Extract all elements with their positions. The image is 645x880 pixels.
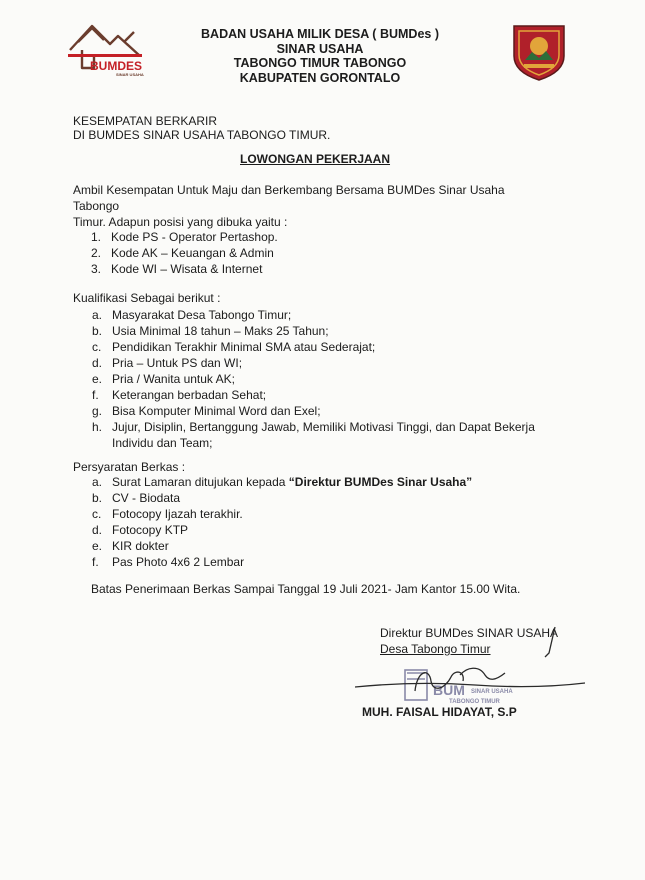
document-title: LOWONGAN PEKERJAAN (240, 152, 391, 166)
requirements-heading: Persyaratan Berkas : (73, 460, 186, 474)
list-item: d. Fotocopy KTP (92, 523, 189, 537)
list-item: a. Surat Lamaran ditujukan kepada “Direktur BUMDes Sinar Usaha” (92, 475, 473, 489)
bumdes-logo (64, 20, 146, 78)
list-item: 2. Kode AK – Keuangan & Admin (91, 246, 274, 260)
list-item: d. Pria – Untuk PS dan WI; (92, 356, 243, 370)
svg-text:TABONGO TIMUR: TABONGO TIMUR (449, 699, 500, 705)
requirements-list (92, 474, 542, 570)
list-item: e. Pria / Wanita untuk AK; (92, 372, 235, 386)
qualifications-heading: Kualifikasi Sebagai berikut : (73, 291, 221, 305)
svg-text:SINAR USAHA: SINAR USAHA (471, 689, 513, 695)
list-item: h. Jujur, Disiplin, Bertanggung Jawab, Memiliki Motivasi Tinggi, dan Dapat Bekerja Individu dan Team; (92, 420, 535, 450)
list-item: 1. Kode PS - Operator Pertashop. (91, 230, 278, 244)
intro-paragraph (73, 182, 553, 230)
qualifications-list (92, 307, 542, 451)
list-item: 3. Kode WI – Wisata & Internet (91, 262, 263, 276)
intro-line-2: DI BUMDES SINAR USAHA TABONGO TIMUR. (73, 128, 331, 142)
deadline-note: Batas Penerimaan Berkas Sampai Tanggal 19 Juli 2021- Jam Kantor 15.00 Wita. (91, 582, 521, 596)
list-item: c. Fotocopy Ijazah terakhir. (92, 507, 243, 521)
paragraph-line-2: Timur. Adapun posisi yang dibuka yaitu : (73, 215, 288, 229)
list-item: e. KIR dokter (92, 539, 169, 553)
letterhead-line-3: TABONGO TIMUR TABONGO (233, 56, 407, 70)
list-item: f. Pas Photo 4x6 2 Lembar (92, 555, 245, 569)
list-item: f. Keterangan berbadan Sehat; (92, 388, 267, 402)
signature-role-line-1: Direktur BUMDes SINAR USAHA (380, 626, 559, 640)
positions-list (91, 229, 278, 277)
letterhead-line-2: SINAR USAHA (276, 41, 364, 56)
paragraph-line-1: Ambil Kesempatan Untuk Maju dan Berkembang Bersama BUMDes Sinar Usaha Tabongo (73, 183, 505, 213)
list-item: b. CV - Biodata (92, 491, 181, 505)
signature-role-line-2: Desa Tabongo Timur (380, 642, 491, 656)
list-item: g. Bisa Komputer Minimal Word dan Exel; (92, 404, 321, 418)
letterhead-line-4: KABUPATEN GORONTALO (239, 70, 401, 85)
list-item: a. Masyarakat Desa Tabongo Timur; (92, 308, 292, 322)
svg-text:BUM: BUM (433, 682, 465, 698)
svg-text:BUMDES: BUMDES (90, 59, 143, 73)
signature-role (380, 625, 558, 657)
letterhead-line-1: BADAN USAHA MILIK DESA ( BUMDes ) (201, 27, 439, 41)
intro-line-1: KESEMPATAN BERKARIR (73, 114, 218, 128)
svg-text:SINAR USAHA: SINAR USAHA (116, 72, 144, 77)
gorontalo-emblem (508, 20, 570, 82)
addressee-emphasis: “Direktur BUMDes Sinar Usaha” (288, 475, 473, 489)
intro-block (73, 114, 330, 142)
signatory-name: MUH. FAISAL HIDAYAT, S.P (362, 705, 517, 719)
list-item: c. Pendidikan Terakhir Minimal SMA atau Sederajat; (92, 340, 376, 354)
letterhead (160, 27, 480, 85)
list-item: b. Usia Minimal 18 tahun – Maks 25 Tahun; (92, 324, 329, 338)
